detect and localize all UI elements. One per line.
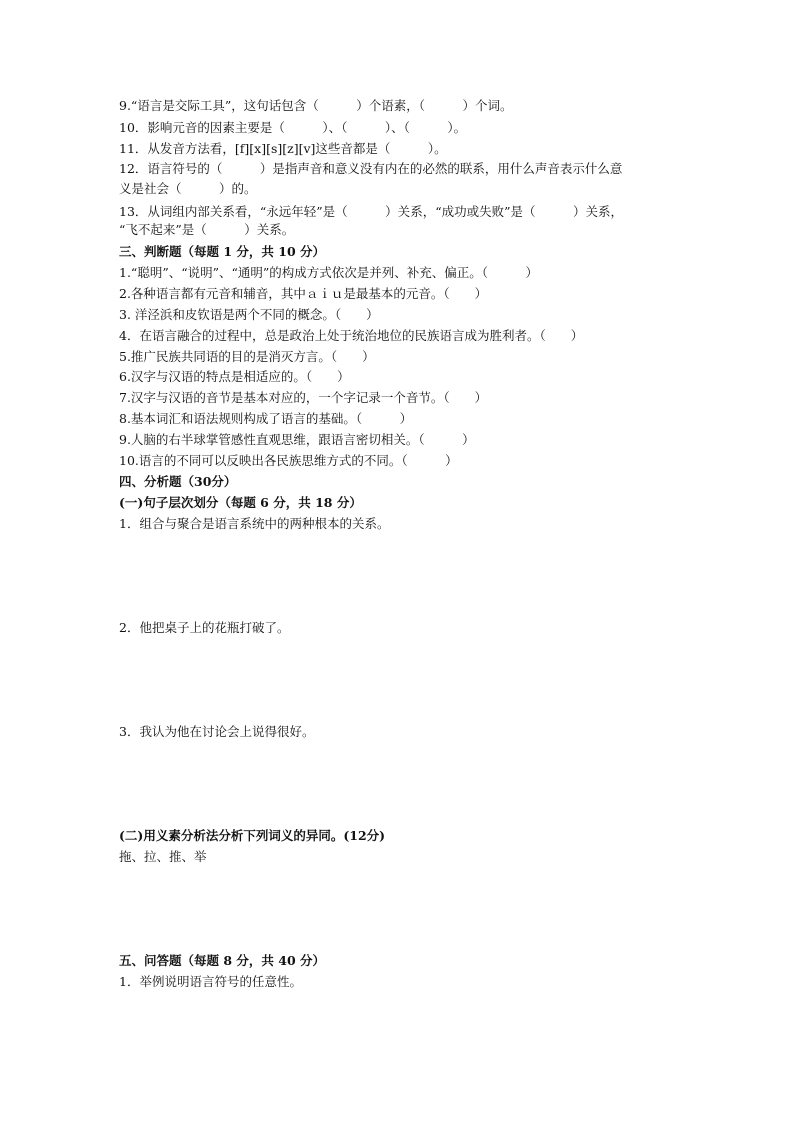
judge-item-8: 8.基本词汇和语法规则构成了语言的基础。（ ） <box>119 411 413 426</box>
question-10: 10．影响元音的因素主要是（ ）、（ ）、（ ）。 <box>119 120 467 135</box>
section4-part2-heading: (二)用义素分析法分析下列词义的异同。(12分) <box>119 828 386 843</box>
question-12-line1: 12．语言符号的（ ）是指声音和意义没有内在的必然的联系，用什么声音表示什么意 <box>119 161 623 176</box>
section3-heading: 三、判断题（每题 1 分，共 10 分） <box>119 244 326 259</box>
question-13-line2: “飞不起来”是（ ）关系。 <box>119 222 295 237</box>
analysis-item-1: 1．组合与聚合是语言系统中的两种根本的关系。 <box>119 516 390 531</box>
section4-part1-heading: (一)句子层次划分（每题 6 分，共 18 分） <box>119 495 362 510</box>
question-9: 9.“语言是交际工具”，这句话包含（ ）个语素，（ ）个词。 <box>119 98 513 113</box>
judge-item-4: 4．在语言融合的过程中，总是政治上处于统治地位的民族语言成为胜利者。（ ） <box>119 328 584 343</box>
analysis-item-3: 3．我认为他在讨论会上说得很好。 <box>119 724 315 739</box>
judge-item-6: 6.汉字与汉语的特点是相适应的。（ ） <box>119 369 350 384</box>
question-11: 11．从发音方法看，[f][x][s][z][v]这些音都是（ ）。 <box>119 141 447 156</box>
judge-item-1: 1.“聪明”、“说明”、“通明”的构成方式依次是并列、补充、偏正。（ ） <box>119 265 539 280</box>
question-13-line1: 13．从词组内部关系看，“永远年轻”是（ ）关系，“成功或失败”是（ ）关系， <box>119 204 623 219</box>
judge-item-3: 3. 洋泾浜和皮钦语是两个不同的概念。（ ） <box>119 307 379 322</box>
semantic-words: 拖、拉、推、举 <box>119 849 207 864</box>
judge-item-5: 5.推广民族共同语的目的是消灭方言。（ ） <box>119 349 375 364</box>
judge-item-7: 7.汉字与汉语的音节是基本对应的，一个字记录一个音节。（ ） <box>119 390 488 405</box>
judge-item-10: 10.语言的不同可以反映出各民族思维方式的不同。（ ） <box>119 453 458 468</box>
section5-heading: 五、问答题（每题 8 分，共 40 分） <box>119 953 326 968</box>
judge-item-2: 2.各种语言都有元音和辅音，其中ａｉｕ是最基本的元音。（ ） <box>119 286 488 301</box>
analysis-item-2: 2．他把桌子上的花瓶打破了。 <box>119 620 290 635</box>
judge-item-9: 9.人脑的右半球掌管感性直观思维，跟语言密切相关。（ ） <box>119 432 475 447</box>
section4-heading: 四、分析题（30分） <box>119 474 237 489</box>
essay-item-1: 1．举例说明语言符号的任意性。 <box>119 974 302 989</box>
question-12-line2: 义是社会（ ）的。 <box>119 181 257 196</box>
